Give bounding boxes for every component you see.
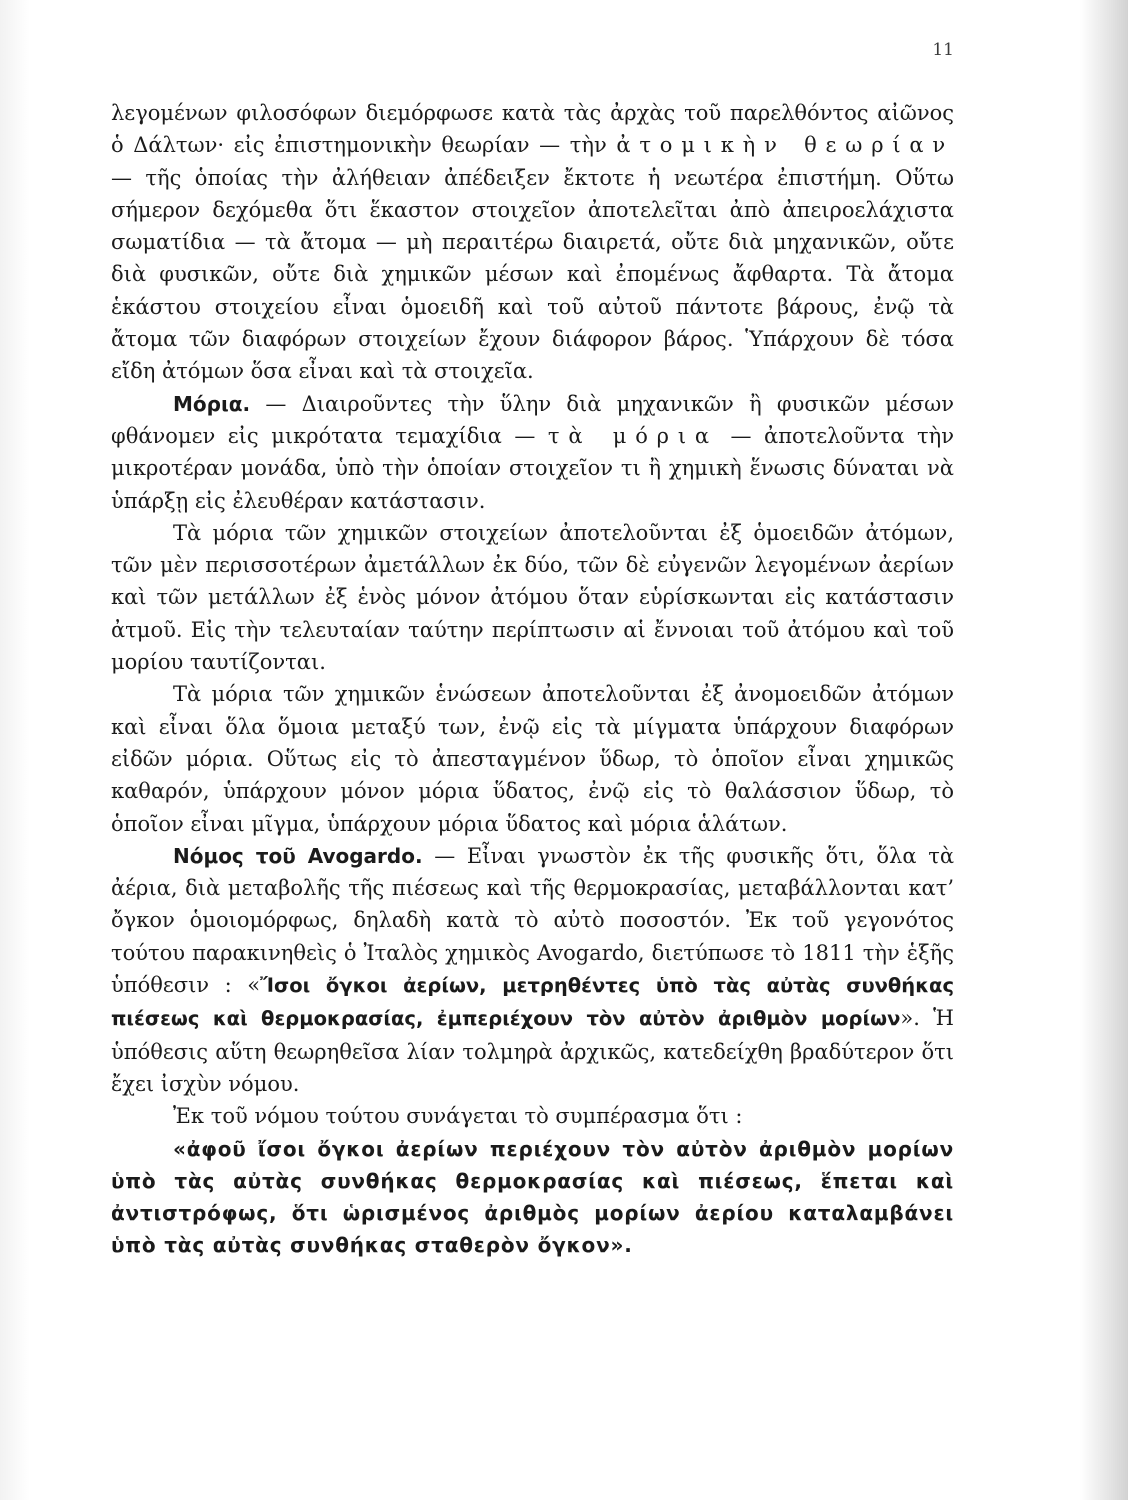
paragraph-conclusion: «ἀφοῦ ἴσοι ὄγκοι ἀερίων περιέχουν τὸν αὐτὸν ἀριθμὸν μορίων ὑπὸ τὰς αὐτὰς συνθήκας θερμοκρασίας καὶ πιέσεως, ἕπεται καὶ ἀντιστρόφως, ὅτι ὡρισμένος ἀριθμὸς μορίων ἀερίου καταλαμβάνει ὑπὸ τὰς αὐτὰς συνθήκας σταθερὸν ὄγκον». xyxy=(111,1136,954,1258)
p1-text-a: λεγομένων φιλοσόφων διεμόρφωσε κατὰ τὰς ἀρχὰς τοῦ παρελθόντος αἰῶνος ὁ Δάλτων· εἰς ἐπιστημονικὴν θεωρίαν — τὴν xyxy=(111,101,954,158)
paragraph-atomic-theory xyxy=(111,97,954,388)
p5-text-b: ». Ἡ ὑπόθεσις αὕτη θεωρηθεῖσα λίαν τολμηρὰ ἀρχικῶς, κατεδείχθη βραδύτερον ὅτι ἔχει ἰσχὺν νόμου. xyxy=(111,1006,954,1096)
paragraph-element-molecules: Τὰ μόρια τῶν χημικῶν στοιχείων ἀποτελοῦνται ἐξ ὁμοειδῶν ἀτόμων, τῶν μὲν περισσοτέρων ἀμετάλλων ἐκ δύο, τῶν δὲ εὐγενῶν λεγομένων ἀερίων καὶ τῶν μετάλλων ἐξ ἑνὸς μόνον ἀτόμου ὅταν εὑρίσκωνται εἰς κατάστασιν ἀτμοῦ. Εἰς τὴν τελευταίαν ταύτην περίπτωσιν αἱ ἔννοιαι τοῦ ἀτόμου καὶ τοῦ μορίου ταυτίζονται. xyxy=(111,520,954,675)
heading-avogadro-law: Νόμος τοῦ Avogardo. xyxy=(173,843,423,868)
body-text xyxy=(111,97,954,1262)
p5-text-a: — Εἶναι γνωστὸν ἐκ τῆς φυσικῆς ὅτι, ὅλα τὰ ἀέρια, διὰ μεταβολῆς τῆς πιέσεως καὶ τῆς θερμοκρασίας, μεταβάλλονται κατ’ ὄγκον ὁμοιομόρφως, δηλαδὴ κατὰ τὸ αὐτὸ ποσοστόν. Ἐκ τοῦ γεγονότος τούτου παρακινηθεὶς ὁ Ἰταλὸς χημικὸς Avogardo, διετύπωσε τὸ 1811 τὴν ἑξῆς ὑπόθεσιν : « xyxy=(111,843,955,998)
avogadro-hypothesis: Ἴσοι ὄγκοι ἀερίων, μετρηθέντες ὑπὸ τὰς αὐτὰς συνθήκας πιέσεως καὶ θερμοκρασίας, ἐμπεριέχουν τὸν αὐτὸν ἀριθμὸν μορίων xyxy=(111,974,954,1031)
paragraph-compound-molecules: Τὰ μόρια τῶν χημικῶν ἑνώσεων ἀποτελοῦνται ἐξ ἀνομοειδῶν ἀτόμων καὶ εἶναι ὅλα ὅμοια μεταξύ των, ἐνῷ εἰς τὰ μίγματα ὑπάρχουν διαφόρων εἰδῶν μόρια. Οὕτως εἰς τὸ ἀπεσταγμένον ὕδωρ, τὸ ὁποῖον εἶναι χημικῶς καθαρόν, ὑπάρχουν μόνον μόρια ὕδατος, ἐνῷ εἰς τὸ θαλάσσιον ὕδωρ, τὸ ὁποῖον εἶναι μῖγμα, ὑπάρχουν μόρια ὕδατος καὶ μόρια ἁλάτων. xyxy=(111,682,954,836)
spaced-term-molecules: τὰ μόρια xyxy=(547,423,718,448)
spaced-term-atomic-theory: ἀτομικὴν θεωρίαν xyxy=(616,133,955,158)
p2-text-b: — ἀποτελοῦντα τὴν μικροτέραν μονάδα, ὑπὸ τὴν ὁποίαν στοιχεῖον τι ἢ χημικὴ ἕνωσις δύναται νὰ ὑπάρξῃ εἰς ἐλευθέραν κατάστασιν. xyxy=(111,423,954,513)
paragraph-conclusion-intro: Ἐκ τοῦ νόμου τούτου συνάγεται τὸ συμπέρασμα ὅτι : xyxy=(173,1104,743,1129)
p2-text-a: — Διαιροῦντες τὴν ὕλην διὰ μηχανικῶν ἢ φυσικῶν μέσων φθάνομεν εἰς μικρότατα τεμαχίδια — xyxy=(111,391,954,448)
heading-molecules: Μόρια. xyxy=(173,391,251,416)
page-number: 11 xyxy=(932,40,954,60)
paragraph-molecules xyxy=(111,388,954,517)
p1-text-b: — τῆς ὁποίας τὴν ἀλήθειαν ἀπέδειξεν ἔκτοτε ἡ νεωτέρα ἐπιστήμη. Οὕτω σήμερον δεχόμεθα ὅτι ἕκαστον στοιχεῖον ἀποτελεῖται ἀπὸ ἀπειροελάχιστα σωματίδια — τὰ ἄτομα — μὴ περαιτέρω διαιρετά, οὔτε διὰ μηχανικῶν, οὔτε διὰ φυσικῶν, οὔτε διὰ χημικῶν μέσων καὶ ἐπομένως ἄφθαρτα. Τὰ ἄτομα ἑκάστου στοιχείου εἶναι ὁμοειδῆ καὶ τοῦ αὐτοῦ πάντοτε βάρους, ἐνῷ τὰ ἄτομα τῶν διαφόρων στοιχείων ἔχουν διάφορον βάρος. Ὑπάρχουν δὲ τόσα εἴδη ἀτόμων ὅσα εἶναι καὶ τὰ στοιχεῖα. xyxy=(111,165,954,384)
paragraph-avogadro-law xyxy=(111,840,954,1100)
